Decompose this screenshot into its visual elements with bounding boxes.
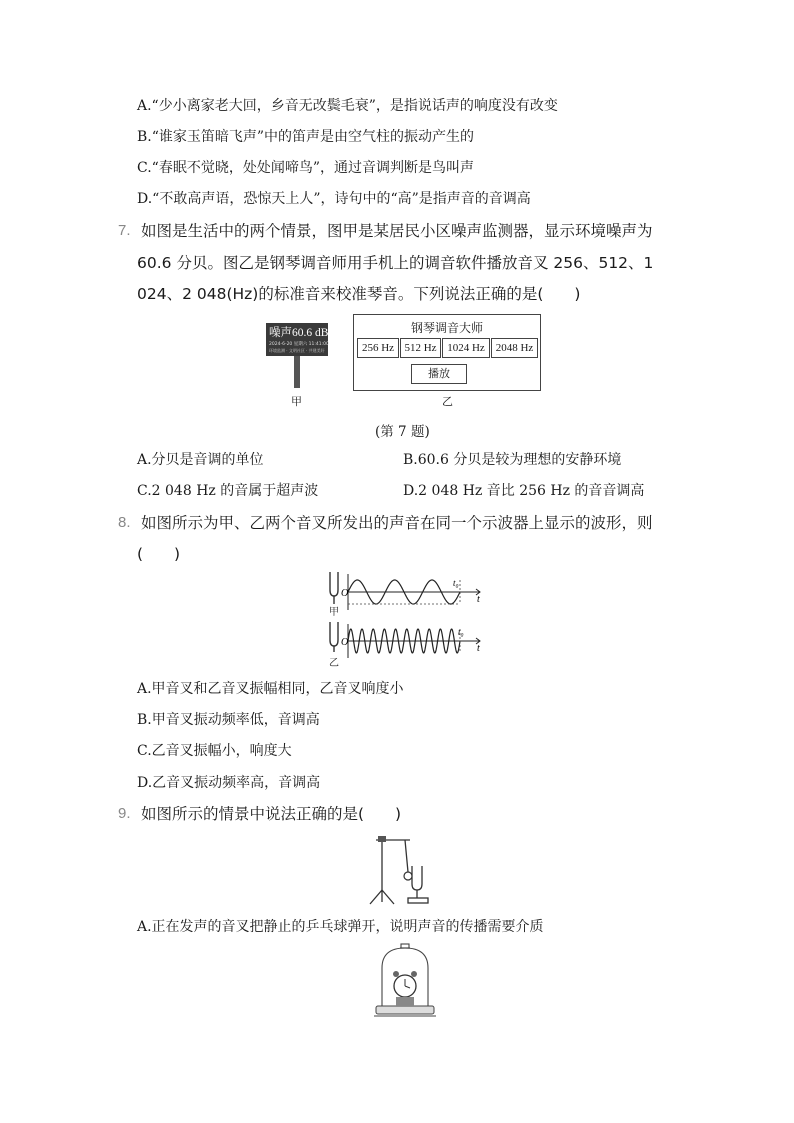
q8-stem-line-2: ( ) <box>137 545 181 563</box>
q9-stem-line-1: 如图所示的情景中说法正确的是( ) <box>141 805 402 823</box>
axis-t-bottom: t <box>477 643 480 654</box>
play-button[interactable]: 播放 <box>411 364 467 384</box>
q8-option-d: D.乙音叉振动频率高，音调高 <box>137 775 321 791</box>
pingpong-ball-icon <box>404 872 412 880</box>
q8-option-b: B.甲音叉振动频率低，音调高 <box>137 712 320 728</box>
q6-option-b: B.“谁家玉笛暗飞声”中的笛声是由空气柱的振动产生的 <box>137 129 475 145</box>
fork-base-icon <box>408 898 428 903</box>
q7-caption: (第 7 题) <box>375 424 430 440</box>
tuning-app-title: 钢琴调音大师 <box>410 321 483 335</box>
tuning-fork-yi-icon <box>330 622 338 652</box>
stand-clamp-icon <box>378 836 386 842</box>
bell-jar-base-icon <box>376 1006 434 1014</box>
q7-option-d: D.2 048 Hz 音比 256 Hz 的音音调高 <box>403 483 645 499</box>
q7-number: 7. <box>118 222 131 239</box>
tuning-fork-pingpong-figure <box>360 830 440 910</box>
hz-2048-button[interactable]: 2048 Hz <box>491 338 538 358</box>
axis-origin-bottom: O <box>341 637 349 648</box>
stand-base-icon <box>370 890 394 904</box>
thread-icon <box>405 840 408 872</box>
q9-option-a: A.正在发声的音叉把静止的乒乓球弹开，说明声音的传播需要介质 <box>137 919 544 935</box>
fork-yi-label: 乙 <box>329 658 339 669</box>
q6-option-c: C.“春眠不觉晓，处处闻啼鸟”，通过音调判断是鸟叫声 <box>137 160 474 176</box>
noise-meter-pole <box>294 356 300 388</box>
q7-stem-line-3: 024、2 048(Hz)的标准音来校准琴音。下列说法正确的是( ) <box>137 285 581 303</box>
axis-t0-bottom: t₀ <box>458 627 464 637</box>
q8-option-a: A.甲音叉和乙音叉振幅相同，乙音叉响度小 <box>137 681 404 697</box>
hz-512-button[interactable]: 512 Hz <box>400 338 441 358</box>
tuning-fork-jia-icon <box>330 572 338 604</box>
q7-option-c: C.2 048 Hz 的音属于超声波 <box>137 483 319 499</box>
noise-meter-datetime: 2024-6-20 星期六 11:41:00 <box>269 342 329 347</box>
bell-jar-figure <box>370 942 440 1024</box>
q7-option-b: B.60.6 分贝是较为理想的安静环境 <box>403 452 622 468</box>
q6-option-d: D.“不敢高声语，恐惊天上人”，诗句中的“高”是指声音的音调高 <box>137 191 531 207</box>
noise-meter-display <box>266 323 328 356</box>
axis-origin-top: O <box>341 588 349 599</box>
q7-option-a: A.分贝是音调的单位 <box>137 452 264 468</box>
q7-stem-line-2: 60.6 分贝。图乙是钢琴调音师用手机上的调音软件播放音叉 256、512、1 <box>137 254 654 272</box>
oscilloscope-figure <box>320 566 490 672</box>
hz-1024-button[interactable]: 1024 Hz <box>442 338 490 358</box>
q8-number: 8. <box>118 514 131 531</box>
alarm-clock-icon <box>393 971 417 1006</box>
q8-stem-line-1: 如图所示为甲、乙两个音叉所发出的声音在同一个示波器上显示的波形，则 <box>141 514 653 532</box>
noise-meter-slogan: 环境监测 · 文明社区 · 共建美好 <box>269 348 325 353</box>
q7-stem-line-1: 如图是生活中的两个情景，图甲是某居民小区噪声监测器，显示环境噪声为 <box>141 222 653 240</box>
tuning-app-window <box>353 314 541 391</box>
hz-256-button[interactable]: 256 Hz <box>357 338 399 358</box>
q6-option-a: A.“少小离家老大回，乡音无改鬓毛衰”，是指说话声的响度没有改变 <box>137 98 558 114</box>
fig-yi-label: 乙 <box>442 395 453 408</box>
noise-meter-reading: 噪声60.6 dB <box>269 327 329 339</box>
fig-jia-label: 甲 <box>291 395 302 408</box>
q8-option-c: C.乙音叉振幅小，响度大 <box>137 743 292 759</box>
axis-t-top: t <box>477 594 480 605</box>
tuning-fork-icon <box>412 866 422 890</box>
wave-yi <box>348 629 460 653</box>
axis-t0-top: t₀ <box>453 578 459 588</box>
q9-number: 9. <box>118 805 131 822</box>
fork-jia-label: 甲 <box>329 607 339 618</box>
